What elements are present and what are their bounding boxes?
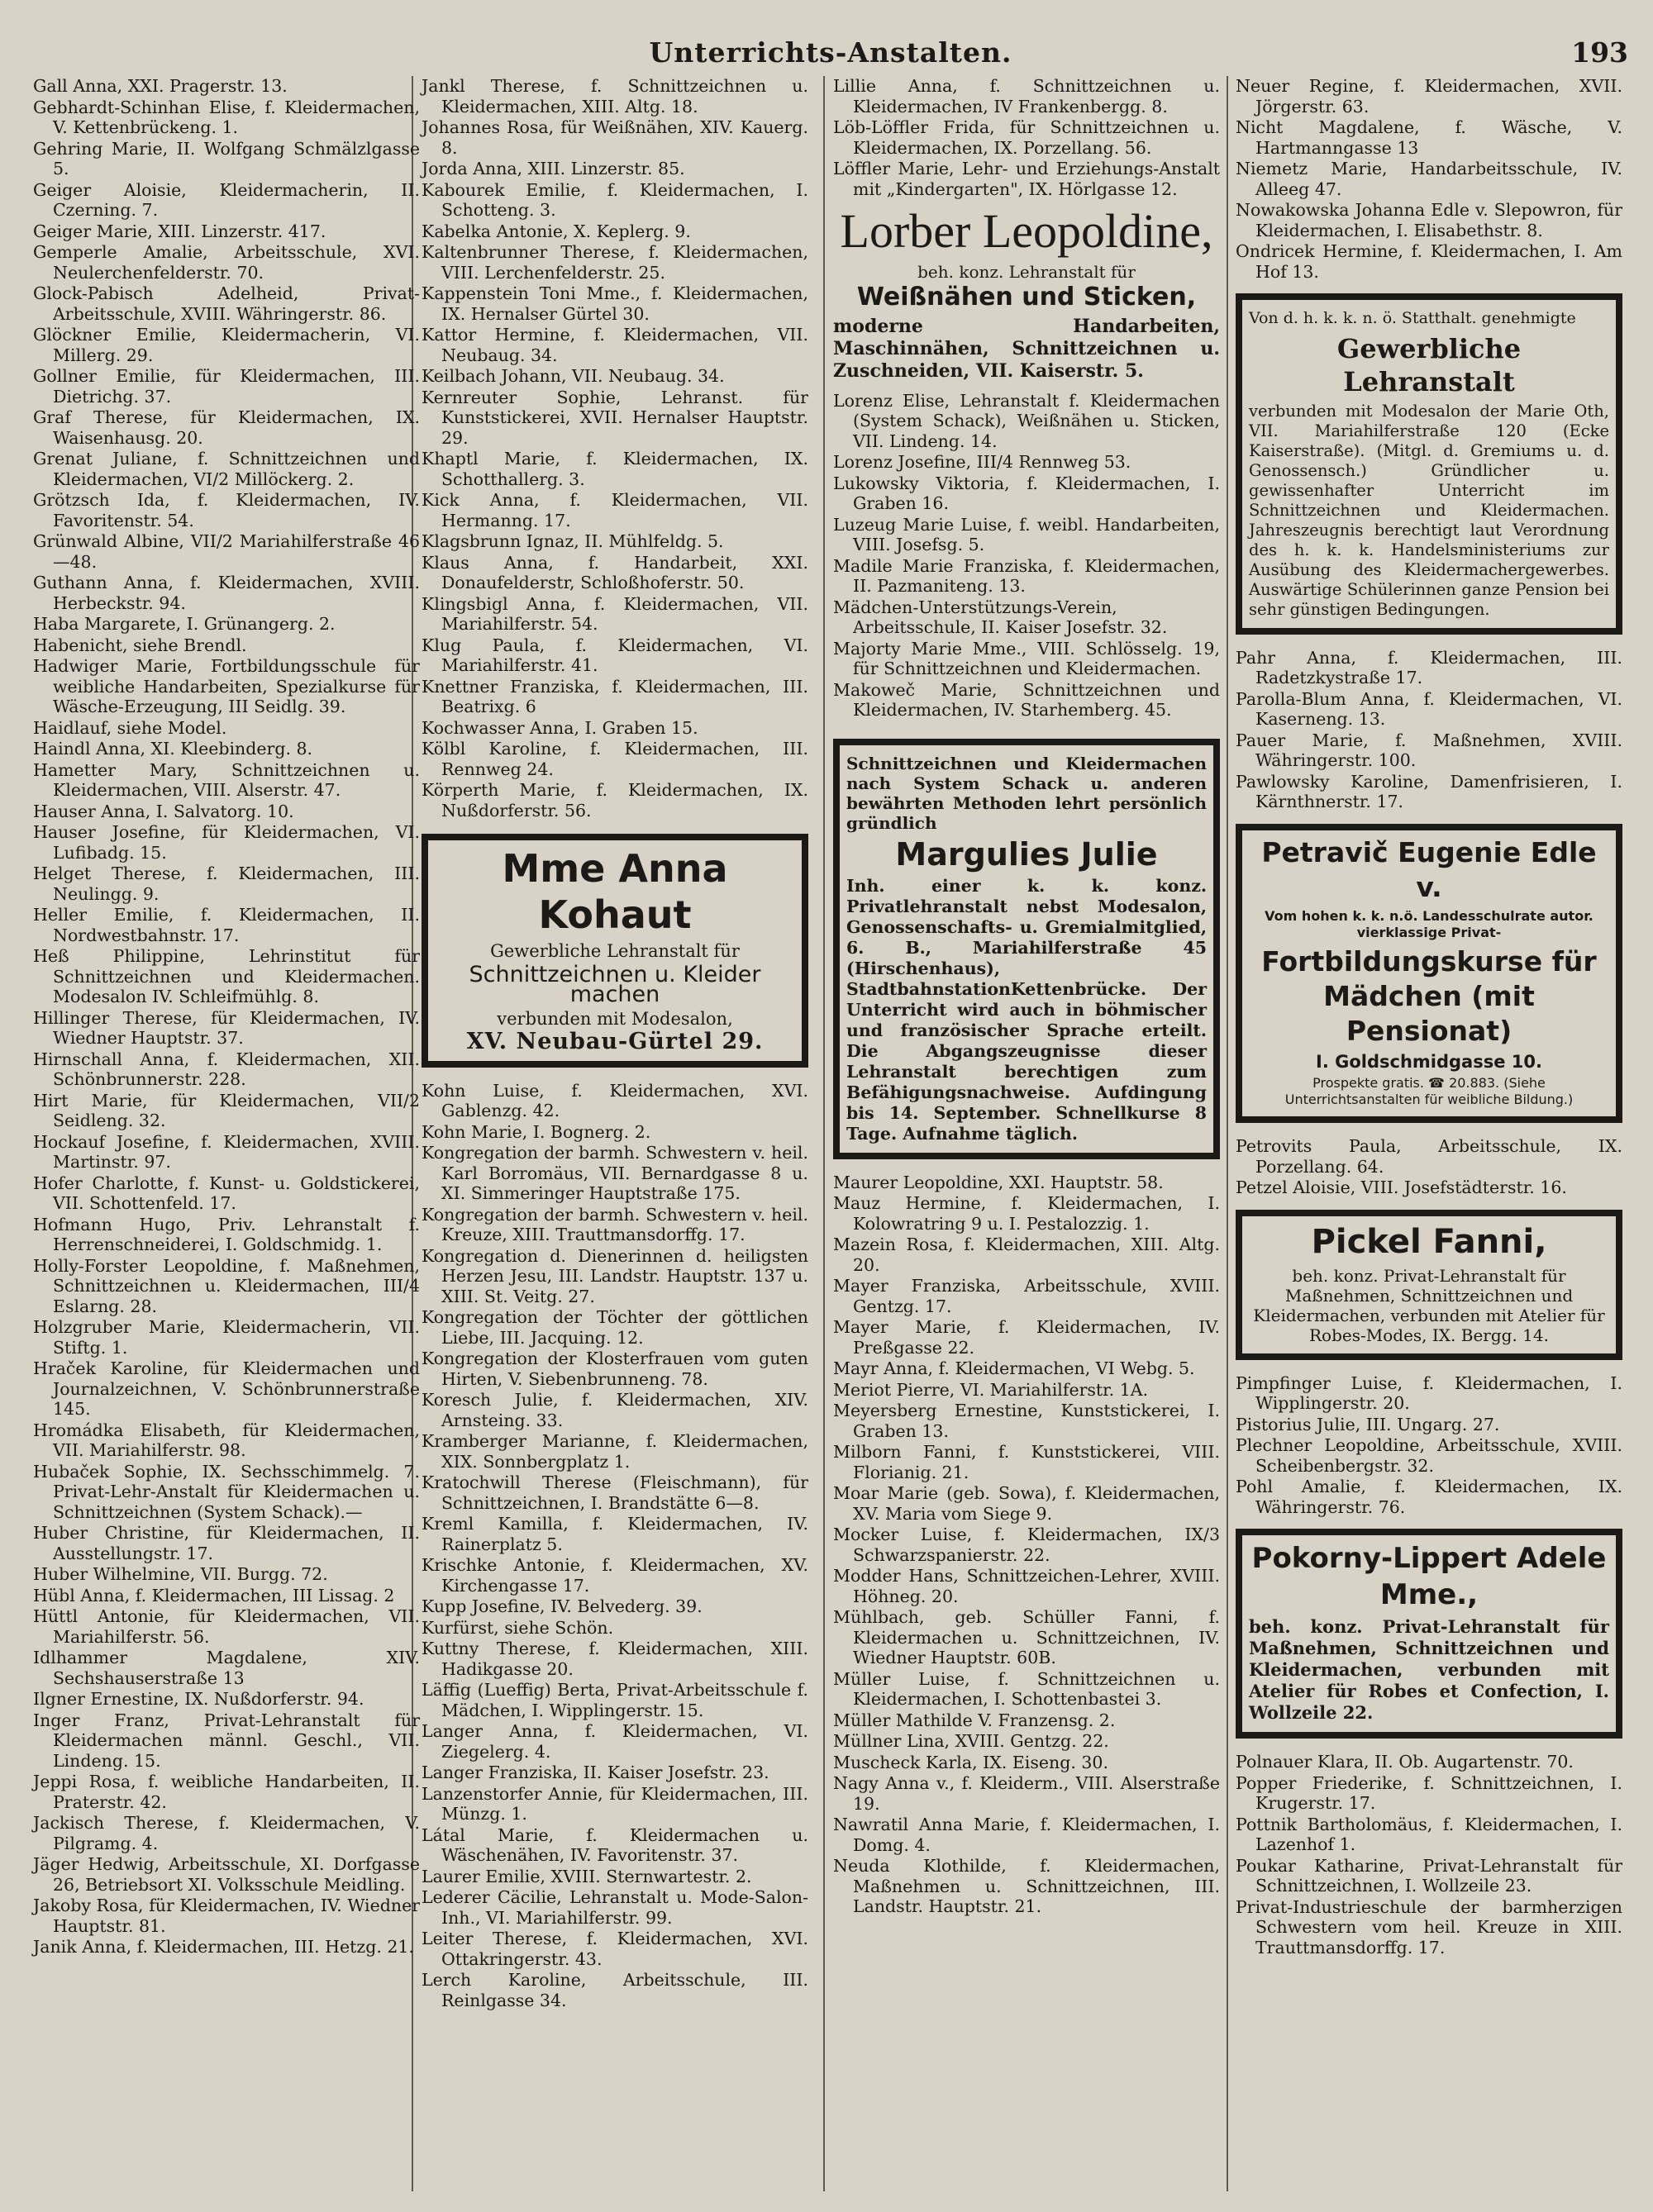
entry-list <box>1236 1752 1622 1958</box>
directory-entry: Lerch Karoline, Arbeitsschule, III. Reinlgasse 34. <box>422 1970 808 2010</box>
directory-entry: Meriot Pierre, VI. Mariahilferstr. 1A. <box>833 1379 1149 1400</box>
ad-oth-name: Gewerbliche Lehranstalt <box>1336 332 1522 397</box>
column-4 <box>1236 76 1622 1958</box>
directory-entry: Kochwasser Anna, I. Graben 15. <box>422 717 698 738</box>
directory-entry: Müllner Lina, XVIII. Gentzg. 22. <box>833 1731 1109 1751</box>
directory-entry: Lanzenstorfer Annie, für Kleidermachen, III. Münzg. 1. <box>422 1783 808 1824</box>
directory-entry: Glock-Pabisch Adelheid, Privat-Arbeitsschule, XVIII. Währingerstr. 86. <box>33 283 420 324</box>
directory-entry: Kappenstein Toni Mme., f. Kleidermachen, IX. Hernalser Gürtel 30. <box>422 283 808 324</box>
directory-entry: Keilbach Johann, VII. Neubaug. 34. <box>422 366 725 386</box>
directory-entry: Hübl Anna, f. Kleidermachen, III Lissag. 2 <box>33 1585 395 1605</box>
directory-entry: Jackisch Therese, f. Kleidermachen, V. Pilgramg. 4. <box>33 1813 420 1853</box>
directory-entry: Kattor Hermine, f. Kleidermachen, VII. Neubaug. 34. <box>422 325 808 365</box>
directory-entry: Kohn Marie, I. Bognerg. 2. <box>422 1121 651 1142</box>
directory-entry: Krischke Antonie, f. Kleidermachen, XV. Kirchengasse 17. <box>422 1555 808 1596</box>
column-1 <box>33 76 420 1958</box>
directory-entry: Modder Hans, Schnittzeichen-Lehrer, XVIII. Höhneg. 20. <box>833 1566 1220 1606</box>
directory-entry: Langer Anna, f. Kleidermachen, VI. Ziegelerg. 4. <box>422 1721 808 1762</box>
directory-entry: Lillie Anna, f. Schnittzeichnen u. Kleidermachen, IV Frankenbergg. 8. <box>833 76 1220 117</box>
directory-entry: Pimpfinger Luise, f. Kleidermachen, I. Wipplingerstr. 20. <box>1236 1372 1622 1413</box>
directory-entry: Lorenz Elise, Lehranstalt f. Kleidermachen (System Schack), Weißnähen u. Sticken, VII. Lindeng. 14. <box>833 390 1220 451</box>
ad-lorber <box>833 204 1220 383</box>
column-divider <box>1227 76 1228 2191</box>
ad-margulies-name: Margulies Julie <box>895 835 1158 873</box>
directory-entry: Kernreuter Sophie, Lehranst. für Kunststickerei, XVII. Hernalser Hauptstr. 29. <box>422 387 808 448</box>
ad-margulies-line2: Inh. einer k. k. konz. Privatlehranstalt nebst Modesalon, Genossenschafts- u. Gremialmitglied, 6. B., Mariahilferstraße 45 (Hirschenhaus), StadtbahnstationKettenbrücke. Der Unterricht wird auch in böhmischer und französischer Sprache erteilt. Die Abgangszeugnisse dieser Lehranstalt berechtigen zum Befähigungsnachweise. Aufdingung bis 14. September. Schnellkurse 8 Tage. Aufnahme täglich. <box>846 875 1207 1144</box>
directory-entry: Huber Christine, für Kleidermachen, II. Ausstellungstr. 17. <box>33 1523 420 1563</box>
directory-entry: Majorty Marie Mme., VIII. Schlösselg. 19, für Schnittzeichnen und Kleidermachen. <box>833 638 1220 678</box>
directory-entry: Jakoby Rosa, für Kleidermachen, IV. Wiedner Hauptstr. 81. <box>33 1896 420 1936</box>
directory-entry: Koresch Julie, f. Kleidermachen, XIV. Arnsteing. 33. <box>422 1390 808 1430</box>
ad-kohaut-line1: Gewerbliche Lehranstalt für <box>490 941 740 961</box>
directory-entry: Jorda Anna, XIII. Linzerstr. 85. <box>422 159 685 178</box>
directory-entry: Jankl Therese, f. Schnittzeichnen u. Kleidermachen, XIII. Altg. 18. <box>422 76 808 117</box>
directory-entry: Polnauer Klara, II. Ob. Augartenstr. 70. <box>1236 1752 1574 1772</box>
directory-entry: Jeppi Rosa, f. weibliche Handarbeiten, II. Praterstr. 42. <box>33 1772 420 1812</box>
directory-entry: Parolla-Blum Anna, f. Kleidermachen, VI. Kaserneng. 13. <box>1236 688 1622 729</box>
directory-entry: Pistorius Julie, III. Ungarg. 27. <box>1236 1414 1500 1434</box>
ad-petravic-name: Petravič Eugenie Edle v. <box>1261 835 1597 903</box>
directory-entry: Hubaček Sophie, IX. Sechsschimmelg. 7. Privat-Lehr-Anstalt für Kleidermachen u. Schnittzeichnen (System Schack).— <box>33 1461 420 1522</box>
directory-entry: Kongregation der Klosterfrauen vom guten Hirten, V. Siebenbrunneng. 78. <box>422 1349 808 1389</box>
ad-kohaut-line3: verbunden mit Modesalon, <box>497 1008 733 1029</box>
directory-entry: Habenicht, siehe Brendl. <box>33 635 247 655</box>
ad-lorber-line1: beh. konz. Lehranstalt für <box>917 262 1136 282</box>
ad-pickel-name: Pickel Fanni, <box>1311 1222 1547 1261</box>
directory-entry: Niemetz Marie, Handarbeitsschule, IV. Alleeg 47. <box>1236 159 1622 199</box>
directory-entry: Nowakowska Johanna Edle v. Slepowron, für Kleidermachen, I. Elisabethstr. 8. <box>1236 200 1622 240</box>
directory-entry: Milborn Fanni, f. Kunststickerei, VIII. Florianig. 21. <box>833 1442 1220 1482</box>
ad-petravic-line1: Vom hohen k. k. n.ö. Landesschulrate autor. vierklassige Privat- <box>1265 907 1593 940</box>
directory-entry: Luzeug Marie Luise, f. weibl. Handarbeiten, VIII. Josefsg. 5. <box>833 514 1220 554</box>
directory-entry: Geiger Marie, XIII. Linzerstr. 417. <box>33 221 326 241</box>
directory-entry: Holzgruber Marie, Kleidermacherin, VII. Stiftg. 1. <box>33 1317 420 1358</box>
directory-entry: Muscheck Karla, IX. Eiseng. 30. <box>833 1752 1108 1772</box>
directory-entry: Janik Anna, f. Kleidermachen, III. Hetzg. 21. <box>33 1937 414 1957</box>
entry-list <box>1236 1373 1622 1518</box>
directory-entry: Haidlauf, siehe Model. <box>33 717 227 738</box>
directory-entry: Pauer Marie, f. Maßnehmen, XVIII. Währingerstr. 100. <box>1236 730 1622 770</box>
ad-pokorny-name: Pokorny-Lippert Adele Mme., <box>1251 1542 1607 1611</box>
directory-entry: Pottnik Bartholomäus, f. Kleidermachen, I. Lazenhof 1. <box>1236 1814 1622 1854</box>
entry-list <box>1236 648 1622 812</box>
ad-pickel <box>1236 1210 1622 1360</box>
column-3 <box>833 76 1220 1918</box>
directory-entry: Kongregation d. Dienerinnen d. heiligsten Herzen Jesu, III. Landstr. Hauptstr. 137 u. XIII. St. Veitg. 27. <box>422 1245 808 1306</box>
directory-entry: Kohn Luise, f. Kleidermachen, XVI. Gablenzg. 42. <box>422 1080 808 1120</box>
directory-entry: Hirnschall Anna, f. Kleidermachen, XII. Schönbrunnerstr. 228. <box>33 1049 420 1089</box>
directory-entry: Mädchen-Unterstützungs-Verein, Arbeitsschule, II. Kaiser Josefstr. 32. <box>833 597 1168 637</box>
directory-entry: Kreml Kamilla, f. Kleidermachen, IV. Rainerplatz 5. <box>422 1514 808 1554</box>
directory-entry: Petrovits Paula, Arbeitsschule, IX. Porzellang. 64. <box>1236 1136 1622 1177</box>
directory-entry: Lederer Cäcilie, Lehranstalt u. Mode-Salon-Inh., VI. Mariahilferstr. 99. <box>422 1887 808 1928</box>
directory-entry: Kabelka Antonie, X. Keplerg. 9. <box>422 221 691 241</box>
directory-entry: Nagy Anna v., f. Kleiderm., VIII. Alserstraße 19. <box>833 1773 1220 1814</box>
directory-entry: Guthann Anna, f. Kleidermachen, XVIII. Herbeckstr. 94. <box>33 573 420 613</box>
directory-entry: Kick Anna, f. Kleidermachen, VII. Hermanng. 17. <box>422 490 808 530</box>
directory-entry: Klaus Anna, f. Handarbeit, XXI. Donaufelderstr, Schloßhoferstr. 50. <box>422 552 808 592</box>
directory-entry: Ilgner Ernestine, IX. Nußdorferstr. 94. <box>33 1689 364 1709</box>
directory-entry: Hadwiger Marie, Fortbildungsschule für weibliche Handarbeiten, Spezialkurse für Wäsche-Erzeugung, III Seidlg. 39. <box>33 656 420 716</box>
directory-entry: Mayer Franziska, Arbeitsschule, XVIII. Gentzg. 17. <box>833 1276 1220 1316</box>
directory-entry: Haindl Anna, XI. Kleebinderg. 8. <box>33 739 313 759</box>
ad-margulies <box>833 739 1220 1159</box>
directory-entry: Heller Emilie, f. Kleidermachen, II. Nordwestbahnstr. 17. <box>33 905 420 945</box>
directory-entry: Kuttny Therese, f. Kleidermachen, XIII. Hadikgasse 20. <box>422 1639 808 1679</box>
directory-entry: Körperth Marie, f. Kleidermachen, IX. Nußdorferstr. 56. <box>422 780 808 821</box>
directory-entry: Neuda Klothilde, f. Kleidermachen, Maßnehmen u. Schnittzeichnen, III. Landstr. Hauptstr. 21. <box>833 1856 1220 1916</box>
directory-entry: Kabourek Emilie, f. Kleidermachen, I. Schotteng. 3. <box>422 179 808 220</box>
directory-entry: Klagsbrunn Ignaz, II. Mühlfeldg. 5. <box>422 531 724 551</box>
directory-entry: Huber Wilhelmine, VII. Burgg. 72. <box>33 1564 328 1584</box>
directory-entry: Hirt Marie, für Kleidermachen, VII/2 Seidleng. 32. <box>33 1090 420 1130</box>
directory-entry: Kongregation der barmh. Schwestern v. heil. Karl Borromäus, VII. Bernardgasse 8 u. XI. Simmeringer Hauptstraße 175. <box>422 1143 808 1203</box>
ad-petravic-line3: I. Goldschmidgasse 10. <box>1316 1051 1542 1072</box>
directory-entry: Kongregation der barmh. Schwestern v. heil. Kreuze, XIII. Trauttmansdorffg. 17. <box>422 1204 808 1244</box>
directory-entry: Klug Paula, f. Kleidermachen, VI. Mariahilferstr. 41. <box>422 635 808 675</box>
directory-entry: Gollner Emilie, für Kleidermachen, III. Dietrichg. 37. <box>33 366 420 407</box>
directory-entry: Mayr Anna, f. Kleidermachen, VI Webg. 5. <box>833 1358 1195 1378</box>
ad-lorber-line3: moderne Handarbeiten, Maschinnähen, Schnittzeichnen u. Zuschneiden, VII. Kaiserstr. 5. <box>833 315 1220 382</box>
ad-petravic-line4: Prospekte gratis. ☎ 20.883. (Siehe Unterrichtsanstalten für weibliche Bildung.) <box>1284 1075 1574 1107</box>
directory-entry: Laurer Emilie, XVIII. Sternwartestr. 2. <box>422 1866 752 1886</box>
directory-entry: Kurfürst, siehe Schön. <box>422 1617 614 1638</box>
directory-entry: Hametter Mary, Schnittzeichnen u. Kleidermachen, VIII. Alserstr. 47. <box>33 759 420 800</box>
directory-entry: Kaltenbrunner Therese, f. Kleidermachen, VIII. Lerchenfelderstr. 25. <box>422 242 808 283</box>
directory-entry: Läffig (Lueffig) Berta, Privat-Arbeitsschule f. Mädchen, I. Wipplingerstr. 15. <box>422 1680 808 1720</box>
ad-margulies-line1: Schnittzeichnen und Kleidermachen nach System Schack u. anderen bewährten Methoden lehrt persönlich gründlich <box>846 753 1207 833</box>
directory-entry: Pohl Amalie, f. Kleidermachen, IX. Währingerstr. 76. <box>1236 1477 1622 1517</box>
directory-entry: Plechner Leopoldine, Arbeitsschule, XVIII. Scheibenbergstr. 32. <box>1236 1435 1622 1476</box>
ad-lorber-name: Lorber Leopoldine, <box>840 204 1213 258</box>
entry-list <box>422 1081 808 2011</box>
directory-entry: Hockauf Josefine, f. Kleidermachen, XVIII. Martinstr. 97. <box>33 1131 420 1172</box>
directory-entry: Ondricek Hermine, f. Kleidermachen, I. Am Hof 13. <box>1236 241 1622 282</box>
directory-entry: Langer Franziska, II. Kaiser Josefstr. 23. <box>422 1762 769 1782</box>
directory-entry: Lorenz Josefine, III/4 Rennweg 53. <box>833 452 1131 472</box>
directory-entry: Popper Friederike, f. Schnittzeichnen, I. Krugerstr. 17. <box>1236 1772 1622 1813</box>
directory-entry: Gehring Marie, II. Wolfgang Schmälzlgasse 5. <box>33 138 420 178</box>
directory-entry: Helget Therese, f. Kleidermachen, III. Neulingg. 9. <box>33 863 420 904</box>
directory-entry: Inger Franz, Privat-Lehranstalt für Kleidermachen männl. Geschl., VII. Lindeng. 15. <box>33 1710 420 1771</box>
directory-entry: Mühlbach, geb. Schüller Fanni, f. Kleidermachen u. Schnittzeichnen, IV. Wiedner Hauptstr. 60B. <box>833 1607 1220 1667</box>
directory-entry: Löb-Löffler Frida, für Schnittzeichnen u. Kleidermachen, IX. Porzellang. 56. <box>833 117 1220 158</box>
directory-entry: Látal Marie, f. Kleidermachen u. Wäschenähen, IV. Favoritenstr. 37. <box>422 1824 808 1865</box>
directory-entry: Löffler Marie, Lehr- und Erziehungs-Anstalt mit „Kindergarten", IX. Hörlgasse 12. <box>833 159 1220 199</box>
ad-oth-line1: Von d. h. k. k. n. ö. Statthalt. genehmigte <box>1249 309 1576 327</box>
directory-entry: Glöckner Emilie, Kleidermacherin, VI. Millerg. 29. <box>33 325 420 365</box>
entry-list <box>833 1173 1220 1917</box>
directory-entry: Nicht Magdalene, f. Wäsche, V. Hartmanngasse 13 <box>1236 117 1622 158</box>
ad-pokorny <box>1236 1529 1622 1739</box>
directory-entry: Hofmann Hugo, Priv. Lehranstalt f. Herrenschneiderei, I. Goldschmidg. 1. <box>33 1214 420 1254</box>
entry-list <box>1236 76 1622 282</box>
directory-entry: Klingsbigl Anna, f. Kleidermachen, VII. Mariahilferstr. 54. <box>422 593 808 634</box>
directory-entry: Holly-Forster Leopoldine, f. Maßnehmen, Schnittzeichnen u. Kleidermachen, III/4 Eslarng. 28. <box>33 1255 420 1316</box>
entry-list <box>1236 1136 1622 1198</box>
ad-oth-line2: verbunden mit Modesalon der Marie Oth, VII. Mariahilferstraße 120 (Ecke Kaiserstraße). (Mitgl. d. Gremiums u. d. Genossensch.) Gründlicher u. gewissenhafter Unterricht im Schnittzeichnen und Kleidermachen. Jahreszeugnis berechtigt laut Verordnung des h. k. k. Handelsministeriums zur Ausübung des Kleidermachergewerbes. Auswärtige Schülerinnen ganze Pension bei sehr günstigen Bedingungen. <box>1249 401 1609 619</box>
directory-entry: Grenat Juliane, f. Schnittzeichnen und Kleidermachen, VI/2 Millöckerg. 2. <box>33 449 420 489</box>
directory-entry: Gemperle Amalie, Arbeitsschule, XVI. Neulerchenfelderstr. 70. <box>33 242 420 283</box>
directory-entry: Graf Therese, für Kleidermachen, IX. Waisenhausg. 20. <box>33 407 420 448</box>
directory-entry: Poukar Katharine, Privat-Lehranstalt für Schnittzeichnen, I. Wollzeile 23. <box>1236 1855 1622 1896</box>
directory-entry: Makoweč Marie, Schnittzeichnen und Kleidermachen, IV. Starhemberg. 45. <box>833 679 1220 720</box>
directory-entry: Pahr Anna, f. Kleidermachen, III. Radetzkystraße 17. <box>1236 647 1622 687</box>
directory-entry: Mayer Marie, f. Kleidermachen, IV. Preßgasse 22. <box>833 1317 1220 1358</box>
directory-entry: Jäger Hedwig, Arbeitsschule, XI. Dorfgasse 26, Betriebsort XI. Volksschule Meidling. <box>33 1854 420 1895</box>
ad-kohaut-line2: Schnittzeichnen u. Kleider machen <box>469 961 761 1007</box>
ad-kohaut <box>422 834 808 1068</box>
directory-entry: Privat-Industrieschule der barmherzigen Schwestern vom heil. Kreuze in XIII. Trauttmansdorffg. 17. <box>1236 1896 1622 1958</box>
directory-entry: Heß Philippine, Lehrinstitut für Schnittzeichnen und Kleidermachen. Modesalon IV. Schleifmühlg. 8. <box>33 946 420 1006</box>
directory-entry: Neuer Regine, f. Kleidermachen, XVII. Jörgerstr. 63. <box>1236 76 1622 117</box>
ad-petravic-line2: Fortbildungskurse für Mädchen (mit Pensionat) <box>1261 944 1597 1047</box>
directory-entry: Khaptl Marie, f. Kleidermachen, IX. Schotthallerg. 3. <box>422 449 808 489</box>
directory-entry: Leiter Therese, f. Kleidermachen, XVI. Ottakringerstr. 43. <box>422 1929 808 1969</box>
directory-entry: Knettner Franziska, f. Kleidermachen, III. Beatrixg. 6 <box>422 676 808 716</box>
directory-entry: Hromádka Elisabeth, für Kleidermachen, VII. Mariahilferstr. 98. <box>33 1420 420 1460</box>
directory-entry: Mauz Hermine, f. Kleidermachen, I. Kolowratring 9 u. I. Pestalozzig. 1. <box>833 1193 1220 1234</box>
directory-entry: Hillinger Therese, für Kleidermachen, IV. Wiedner Hauptstr. 37. <box>33 1007 420 1048</box>
ad-kohaut-name: Mme Anna Kohaut <box>502 846 728 937</box>
page-header <box>33 33 1628 69</box>
directory-entry: Kramberger Marianne, f. Kleidermachen, XIX. Sonnbergplatz 1. <box>422 1431 808 1472</box>
column-2 <box>422 76 808 2011</box>
directory-entry: Maurer Leopoldine, XXI. Hauptstr. 58. <box>833 1172 1164 1192</box>
directory-entry: Grünwald Albine, VII/2 Mariahilferstraße 46—48. <box>33 531 420 572</box>
directory-entry: Pawlowsky Karoline, Damenfrisieren, I. Kärnthnerstr. 17. <box>1236 771 1622 811</box>
directory-entry: Gall Anna, XXI. Pragerstr. 13. <box>33 76 288 96</box>
directory-entry: Hauser Josefine, für Kleidermachen, VI. Lufibadg. 15. <box>33 822 420 863</box>
directory-entry: Hüttl Antonie, für Kleidermachen, VII. Mariahilferstr. 56. <box>33 1606 420 1647</box>
directory-entry: Müller Mathilde V. Franzensg. 2. <box>833 1710 1116 1730</box>
directory-entry: Kölbl Karoline, f. Kleidermachen, III. Rennweg 24. <box>422 739 808 779</box>
directory-entry: Lukowsky Viktoria, f. Kleidermachen, I. Graben 16. <box>833 473 1220 513</box>
ad-pokorny-line1: beh. konz. Privat-Lehranstalt für Maßnehmen, Schnittzeichnen und Kleidermachen, verbunden mit Atelier für Robes et Confection, I. Wollzeile 22. <box>1249 1616 1609 1723</box>
directory-entry: Geiger Aloisie, Kleidermacherin, II. Czerning. 7. <box>33 179 420 220</box>
directory-entry: Meyersberg Ernestine, Kunststickerei, I. Graben 13. <box>833 1401 1220 1441</box>
directory-entry: Kupp Josefine, IV. Belvederg. 39. <box>422 1596 703 1616</box>
page-number: 193 <box>1571 36 1628 69</box>
directory-entry: Hofer Charlotte, f. Kunst- u. Goldstickerei, VII. Schottenfeld. 17. <box>33 1173 420 1213</box>
directory-entry: Madile Marie Franziska, f. Kleidermachen, II. Pazmaniteng. 13. <box>833 555 1220 596</box>
directory-entry: Müller Luise, f. Schnittzeichnen u. Kleidermachen, I. Schottenbastei 3. <box>833 1668 1220 1709</box>
entry-list <box>833 391 1220 721</box>
ad-petravic <box>1236 824 1622 1124</box>
directory-entry: Hauser Anna, I. Salvatorg. 10. <box>33 801 294 821</box>
directory-entry: Mocker Luise, f. Kleidermachen, IX/3 Schwarzspanierstr. 22. <box>833 1525 1220 1565</box>
entry-list <box>422 76 808 821</box>
ad-oth <box>1236 293 1622 635</box>
directory-entry: Kratochwill Therese (Fleischmann), für Schnittzeichnen, I. Brandstätte 6—8. <box>422 1472 808 1513</box>
directory-entry: Kongregation der Töchter der göttlichen Liebe, III. Jacquing. 12. <box>422 1307 808 1348</box>
ad-pickel-line1: beh. konz. Privat-Lehranstalt für Maßnehmen, Schnittzeichnen und Kleidermachen, verbunden mit Atelier für Robes-Modes, IX. Bergg. 14. <box>1253 1265 1605 1345</box>
directory-entry: Gebhardt-Schinhan Elise, f. Kleidermachen, V. Kettenbrückeng. 1. <box>33 97 420 137</box>
column-divider <box>823 76 825 2191</box>
directory-entry: Idlhammer Magdalene, XIV. Sechshauserstraße 13 <box>33 1648 420 1688</box>
ad-lorber-line2: Weißnähen und Sticken, <box>856 282 1197 312</box>
entry-list <box>833 76 1220 199</box>
directory-entry: Grötzsch Ida, f. Kleidermachen, IV. Favoritenstr. 54. <box>33 490 420 530</box>
directory-entry: Nawratil Anna Marie, f. Kleidermachen, I. Domg. 4. <box>833 1815 1220 1855</box>
page-title: Unterrichts-Anstalten. <box>649 36 1012 69</box>
directory-entry: Haba Margarete, I. Grünangerg. 2. <box>33 614 336 634</box>
ad-kohaut-line4: XV. Neubau-Gürtel 29. <box>466 1029 764 1054</box>
directory-entry: Hraček Karoline, für Kleidermachen und Journalzeichnen, V. Schönbrunnerstraße 145. <box>33 1358 420 1419</box>
directory-entry: Petzel Aloisie, VIII. Josefstädterstr. 16. <box>1236 1177 1567 1197</box>
directory-entry: Johannes Rosa, für Weißnähen, XIV. Kauerg. 8. <box>422 117 808 158</box>
directory-entry: Mazein Rosa, f. Kleidermachen, XIII. Altg. 20. <box>833 1234 1220 1275</box>
directory-entry: Moar Marie (geb. Sowa), f. Kleidermachen, XV. Maria vom Siege 9. <box>833 1483 1220 1524</box>
